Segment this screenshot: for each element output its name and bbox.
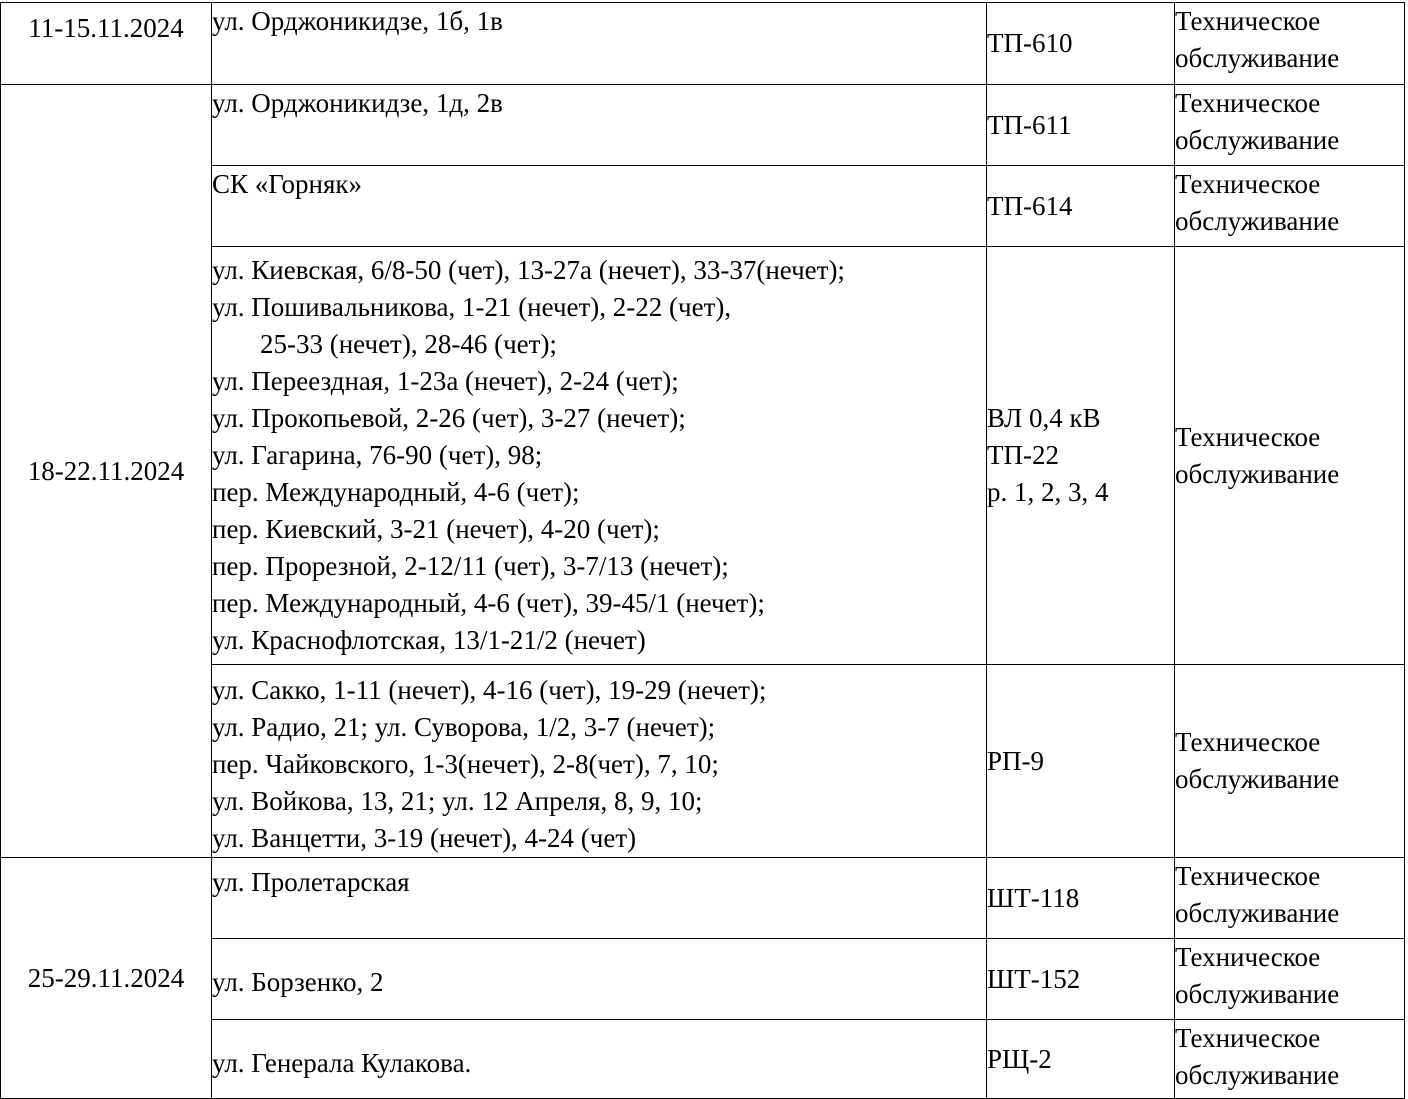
address-cell [212, 85, 987, 166]
address-line: ул. Войкова, 13, 21; ул. 12 Апреля, 8, 9, 10; [212, 786, 703, 816]
object-line: ТП-614 [987, 190, 1073, 221]
address-cell [212, 247, 987, 665]
address-line: ул. Борзенко, 2 [212, 967, 384, 997]
address-line: ул. Ванцетти, 3-19 (нечет), 4-24 (чет) [212, 823, 637, 853]
object-line: РП-9 [987, 745, 1045, 776]
work-type-line: обслуживание [1175, 43, 1340, 73]
object-cell [987, 858, 1175, 939]
object-cell [987, 3, 1175, 85]
address-line: пер. Международный, 4-6 (чет), 39-45/1 (нечет); [212, 588, 765, 618]
object-line: р. 1, 2, 3, 4 [987, 477, 1109, 507]
work-type-line: Техническое [1175, 1023, 1321, 1053]
work-type-cell [1175, 247, 1405, 665]
address-line: ул. Киевская, 6/8-50 (чет), 13-27а (нечет), 33-37(нечет); [212, 255, 845, 285]
work-type-cell [1175, 939, 1405, 1020]
work-type-line: Техническое [1175, 169, 1321, 199]
date-cell: 25-29.11.2024 [1, 858, 212, 1099]
table-row [1, 665, 1405, 858]
address-line: ул. Переездная, 1-23а (нечет), 2-24 (чет); [212, 366, 679, 396]
work-type-line: Техническое [1175, 88, 1321, 118]
table-row [1, 85, 1405, 166]
work-type-line: обслуживание [1175, 206, 1340, 236]
table-row [1, 939, 1405, 1020]
outage-schedule-table [0, 2, 1405, 1099]
table-row [1, 3, 1405, 85]
address-cell [212, 665, 987, 858]
work-type-cell [1175, 85, 1405, 166]
work-type-cell [1175, 1020, 1405, 1099]
address-line: ул. Краснофлотская, 13/1-21/2 (нечет) [212, 625, 646, 655]
address-line: ул. Гагарина, 76-90 (чет), 98; [212, 440, 543, 470]
work-type-line: Техническое [1175, 942, 1321, 972]
table-row [1, 858, 1405, 939]
object-cell [987, 247, 1175, 665]
date-cell: 18-22.11.2024 [1, 85, 212, 858]
table-row [1, 1020, 1405, 1099]
work-type-cell [1175, 858, 1405, 939]
object-line: РЩ-2 [987, 1043, 1052, 1074]
work-type-cell [1175, 166, 1405, 247]
work-type-line: обслуживание [1175, 125, 1340, 155]
object-cell [987, 85, 1175, 166]
object-cell [987, 1020, 1175, 1099]
address-line: 25-33 (нечет), 28-46 (чет); [260, 329, 557, 359]
address-cell [212, 1020, 987, 1099]
address-line: СК «Горняк» [212, 169, 362, 199]
address-line: ул. Пролетарская [212, 867, 410, 897]
address-line: пер. Киевский, 3-21 (нечет), 4-20 (чет); [212, 514, 660, 544]
address-cell [212, 166, 987, 247]
work-type-line: Техническое [1175, 421, 1321, 452]
address-line: ул. Сакко, 1-11 (нечет), 4-16 (чет), 19-29 (нечет); [212, 675, 767, 705]
object-line: ШТ-118 [987, 882, 1080, 913]
address-line: ул. Генерала Кулакова. [212, 1048, 472, 1078]
address-line: ул. Орджоникидзе, 1б, 1в [212, 6, 503, 36]
work-type-cell [1175, 665, 1405, 858]
object-line: ШТ-152 [987, 963, 1081, 994]
address-line: ул. Прокопьевой, 2-26 (чет), 3-27 (нечет); [212, 403, 686, 433]
address-line: ул. Радио, 21; ул. Суворова, 1/2, 3-7 (нечет); [212, 712, 716, 742]
address-line: ул. Пошивальникова, 1-21 (нечет), 2-22 (чет), [212, 292, 732, 322]
object-cell [987, 665, 1175, 858]
address-cell [212, 939, 987, 1020]
work-type-line: Техническое [1175, 6, 1321, 36]
work-type-line: обслуживание [1175, 458, 1340, 489]
work-type-line: обслуживание [1175, 979, 1340, 1009]
table-row [1, 166, 1405, 247]
address-cell [212, 858, 987, 939]
work-type-line: обслуживание [1175, 898, 1340, 928]
object-line: ВЛ 0,4 кВ [987, 403, 1101, 433]
address-line: пер. Международный, 4-6 (чет); [212, 477, 580, 507]
object-cell [987, 166, 1175, 247]
address-cell [212, 3, 987, 85]
date-cell: 11-15.11.2024 [1, 3, 212, 85]
table-row [1, 247, 1405, 665]
work-type-line: обслуживание [1175, 1060, 1340, 1090]
work-type-line: обслуживание [1175, 764, 1340, 794]
object-line: ТП-22 [987, 440, 1059, 470]
work-type-cell [1175, 3, 1405, 85]
object-line: ТП-611 [987, 109, 1072, 140]
address-line: ул. Орджоникидзе, 1д, 2в [212, 88, 503, 118]
object-line: ТП-610 [987, 28, 1073, 58]
object-cell [987, 939, 1175, 1020]
address-line: пер. Прорезной, 2-12/11 (чет), 3-7/13 (нечет); [212, 551, 729, 581]
work-type-line: Техническое [1175, 861, 1321, 891]
address-line: пер. Чайковского, 1-3(нечет), 2-8(чет), 7, 10; [212, 749, 719, 779]
work-type-line: Техническое [1175, 727, 1321, 757]
